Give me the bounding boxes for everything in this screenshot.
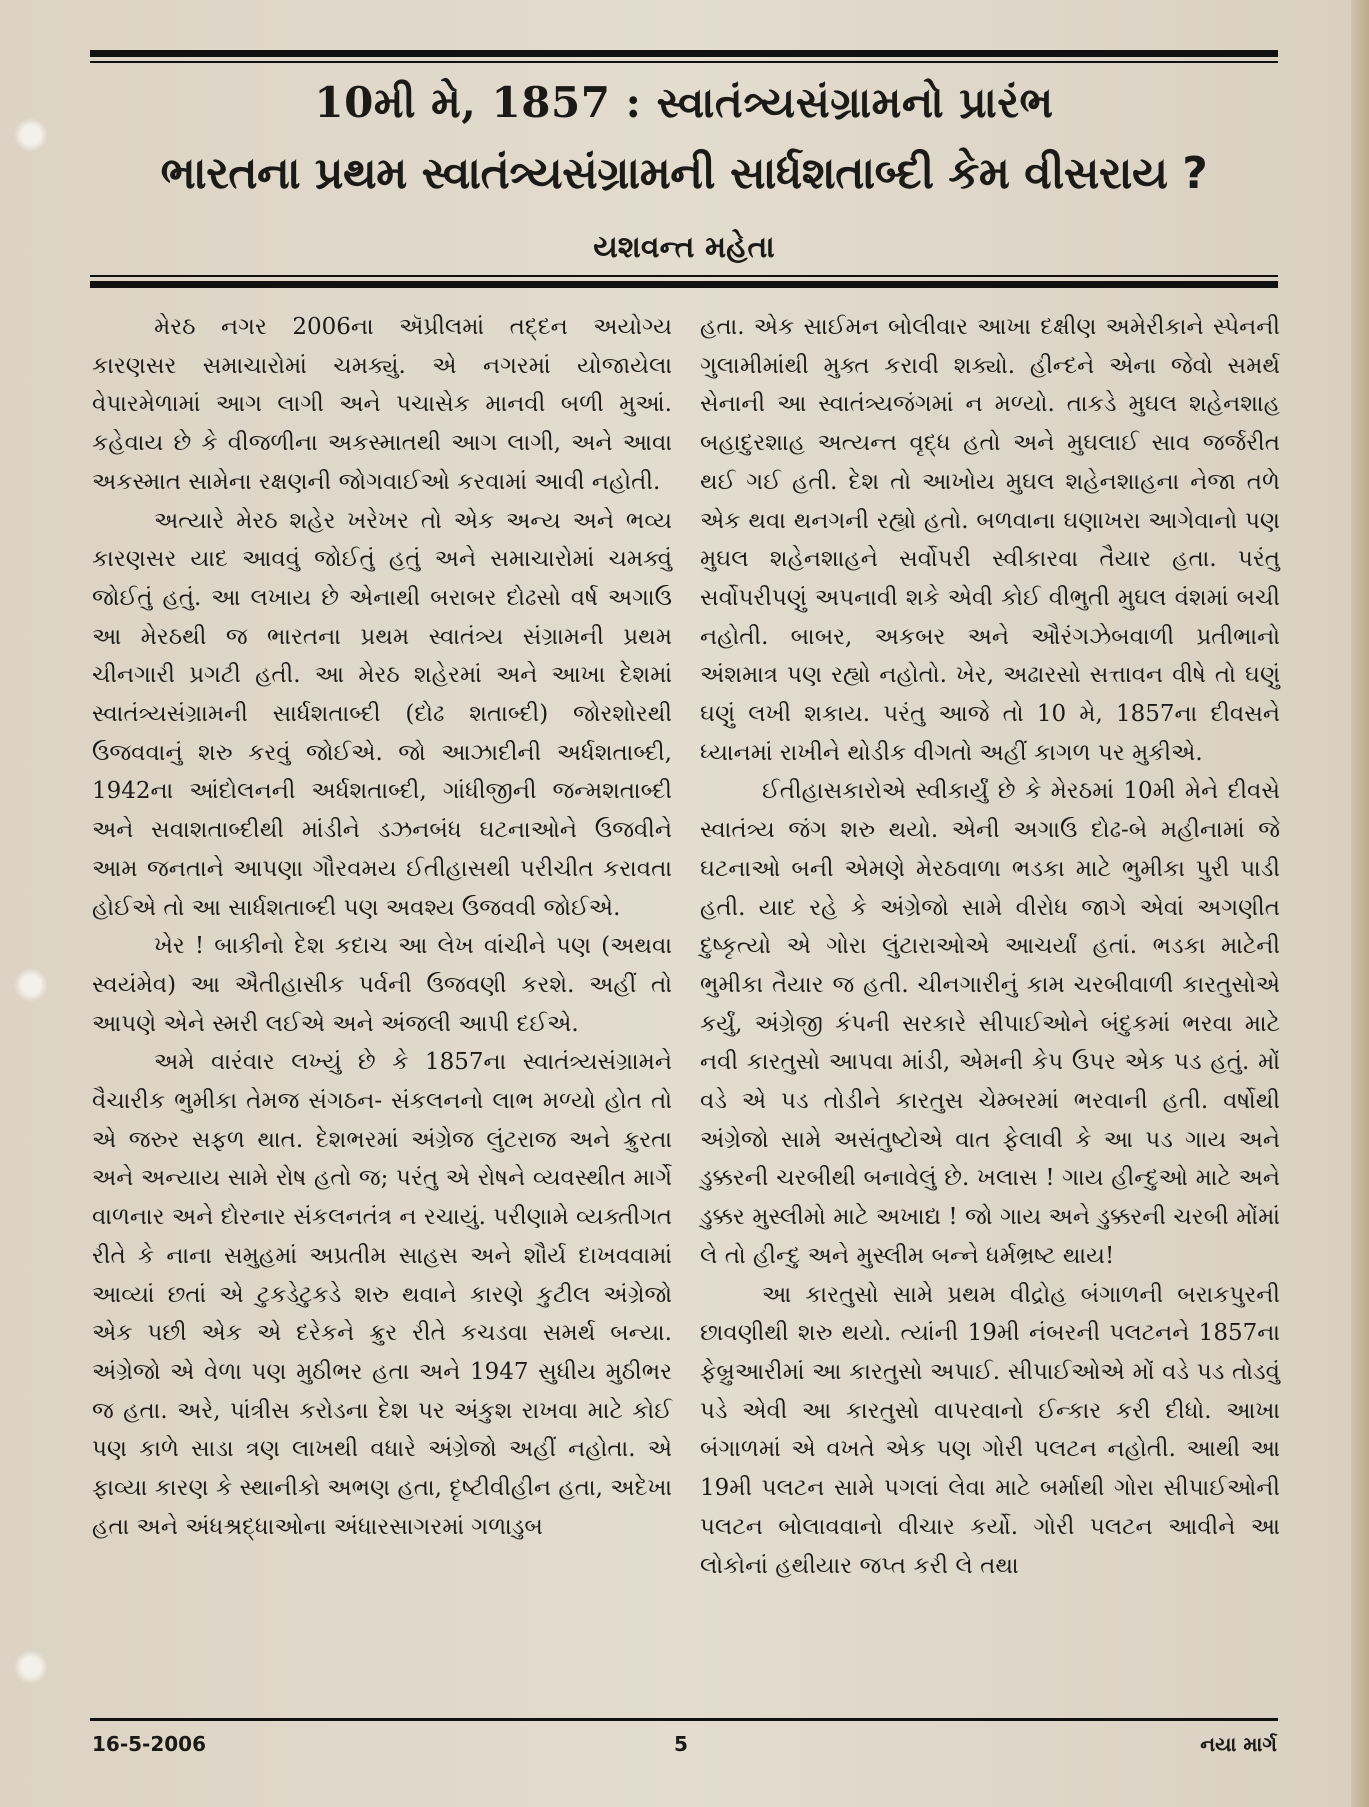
paragraph: આ કારતુસો સામે પ્રથમ વીદ્રોહ બંગાળની બરાકપુરની છાવણીથી શરુ થયો. ત્યાંની 19મી નંબરની પલટનને 1857ના ફેબ્રુઆરીમાં આ કારતુસો અપાઈ. સીપાઈઓએ મોં વડે પડ તોડવું પડે એવી આ કારતુસો વાપરવાનો ઈન્કાર કરી દીધો. આખા બંગાળમાં એ વખતે એક પણ ગોરી પલટન નહોતી. આથી આ 19મી પલટન સામે પગલાં લેવા માટે બર્માથી ગોરા સીપાઈઓની પલટન બોલાવવાનો વીચાર કર્યો. ગોરી પલટન આવીને આ લોકોનાં હથીયાર જપ્ત કરી લે તથા [700, 1281, 1280, 1579]
paragraph: મેરઠ નગર 2006ના ઍપ્રીલમાં તદ્દન અયોગ્ય કારણસર સમાચારોમાં ચમક્યું. એ નગરમાં યોજાયેલા વેપારમેળામાં આગ લાગી અને પચાસેક માનવી બળી મુઆં. કહેવાય છે કે વીજળીના અકસ્માતથી આગ લાગી, અને આવા અકસ્માત સામેના રક્ષણની જોગવાઈઓ કરવામાં આવી નહોતી. [92, 314, 672, 495]
left-column [92, 308, 672, 1547]
top-rule-thin [90, 61, 1278, 63]
article-author: યશવન્ત મહેતા [593, 230, 775, 265]
paragraph: ઈતીહાસકારોએ સ્વીકાર્યું છે કે મેરઠમાં 10મી મેને દીવસે સ્વાતંત્ર્ય જંગ શરુ થયો. એની અગાઉ દોઢ-બે મહીનામાં જે ઘટનાઓ બની એમણે મેરઠવાળા ભડકા માટે ભુમીકા પુરી પાડી હતી. યાદ રહે કે અંગ્રેજો સામે વીરોધ જાગે એવાં અગણીત દુષ્કૃત્યો એ ગોરા લુંટારાઓએ આચર્યાં હતાં. ભડકા માટેની ભુમીકા તૈયાર જ હતી. ચીનગારીનું કામ ચરબીવાળી કારતુસોએ કર્યું, અંગ્રેજી કંપની સરકારે સીપાઈઓને બંદુકમાં ભરવા માટે નવી કારતુસો આપવા માંડી, એમની કેપ ઉપર એક પડ હતું. મોં વડે એ પડ તોડીને કારતુસ ચેમ્બરમાં ભરવાની હતી. વર્ષોથી અંગ્રેજો સામે અસંતુષ્ટોએ વાત ફેલાવી કે આ પડ ગાય અને ડુક્કરની ચરબીથી બનાવેલું છે. ખલાસ ! ગાય હીન્દુઓ માટે અને ડુક્કર મુસ્લીમો માટે અખાદ્ય ! જો ગાય અને ડુક્કરની ચરબી મોંમાં લે તો હીન્દુ અને મુસ્લીમ બન્ને ધર્મભ્રષ્ટ થાય! [700, 778, 1280, 1269]
header-rule-thin [90, 275, 1278, 277]
article-kicker: 10મી મે, 1857 : સ્વાતંત્ર્યસંગ્રામનો પ્રારંભ [314, 78, 1054, 127]
article-headline: ભારતના પ્રથમ સ્વાતંત્ર્યસંગ્રામની સાર્ધશતાબ્દી કેમ વીસરાય ? [160, 148, 1208, 199]
header-rule-thick [90, 281, 1278, 288]
paragraph: અત્યારે મેરઠ શહેર ખરેખર તો એક અન્ય અને ભવ્ય કારણસર યાદ આવવું જોઈતું હતું અને સમાચારોમાં ચમક્વું જોઈતું હતું. આ લખાય છે એનાથી બરાબર દોઢસો વર્ષ અગાઉ આ મેરઠથી જ ભારતના પ્રથમ સ્વાતંત્ર્ય સંગ્રામની પ્રથમ ચીનગારી પ્રગટી હતી. આ મેરઠ શહેરમાં અને આખા દેશમાં સ્વાતંત્ર્યસંગ્રામની સાર્ધશતાબ્દી (દોઢ શતાબ્દી) જોરશોરથી ઉજવવાનું શરુ કરવું જોઈએ. જો આઝાદીની અર્ધશતાબ્દી, 1942ના આંદોલનની અર્ધશતાબ્દી, ગાંધીજીની જન્મશતાબ્દી અને સવાશતાબ્દીથી માંડીને ડઝનબંધ ઘટનાઓને ઉજવીને આમ જનતાને આપણા ગૌરવમય ઈતીહાસથી પરીચીત કરાવતા હોઈએ તો આ સાર્ધશતાબ્દી પણ અવશ્ય ઉજવવી જોઈએ. [92, 507, 672, 921]
top-rule-thick [90, 50, 1278, 57]
right-column [700, 308, 1280, 1585]
page-edge [1351, 0, 1369, 1807]
paragraph: અમે વારંવાર લખ્યું છે કે 1857ના સ્વાતંત્ર્યસંગ્રામને વૈચારીક ભુમીકા તેમજ સંગઠન- સંકલનનો લાભ મળ્યો હોત તો એ જરુર સફળ થાત. દેશભરમાં અંગ્રેજ લુંટરાજ અને ક્રુરતા અને અન્યાય સામે રોષ હતો જ; પરંતુ એ રોષને વ્યવસ્થીત માર્ગે વાળનાર અને દોરનાર સંકલનતંત્ર ન રચાયું. પરીણામે વ્યક્તીગત રીતે કે નાના સમુહમાં અપ્રતીમ સાહસ અને શૌર્ય દાખવવામાં આવ્યાં છતાં એ ટુકડેટુકડે શરુ થવાને કારણે કુટીલ અંગ્રેજો એક પછી એક એ દરેકને ક્રુર રીતે કચડવા સમર્થ બન્યા. અંગ્રેજો એ વેળા પણ મુઠીભર હતા અને 1947 સુધીય મુઠીભર જ હતા. અરે, પાંત્રીસ કરોડના દેશ પર અંકુશ રાખવા માટે કોઈ પણ કાળે સાડા ત્રણ લાખથી વધારે અંગ્રેજો અહીં નહોતા. એ ફાવ્યા કારણ કે સ્થાનીકો અભણ હતા, દૃષ્ટીવીહીન હતા, અદેખા હતા અને અંધશ્રદ્ધાઓના અંધારસાગરમાં ગળાડુબ [92, 1049, 672, 1540]
footer-publication: નયા માર્ગ [1200, 1732, 1277, 1756]
footer-page-number: 5 [674, 1732, 688, 1756]
footer-date: 16-5-2006 [92, 1732, 207, 1756]
footer-rule [90, 1718, 1278, 1721]
paragraph: હતા. એક સાઈમન બોલીવાર આખા દક્ષીણ અમેરીકાને સ્પેનની ગુલામીમાંથી મુક્ત કરાવી શક્યો. હીન્દને એના જેવો સમર્થ સેનાની આ સ્વાતંત્ર્યજંગમાં ન મળ્યો. તાકડે મુઘલ શહેનશાહ બહાદુરશાહ અત્યન્ત વૃદ્ધ હતો અને મુઘલાઈ સાવ જર્જરીત થઈ ગઈ હતી. દેશ તો આખોય મુઘલ શહેનશાહના નેજા તળે એક થવા થનગની રહ્યો હતો. બળવાના ઘણાખરા આગેવાનો પણ મુઘલ શહેનશાહને સર્વોપરી સ્વીકારવા તૈયાર હતા. પરંતુ સર્વોપરીપણું અપનાવી શકે એવી કોઈ વીભુતી મુઘલ વંશમાં બચી નહોતી. બાબર, અકબર અને ઔરંગઝેબવાળી પ્રતીભાનો અંશમાત્ર પણ રહ્યો નહોતો. ખેર, અઢારસો સત્તાવન વીષે તો ઘણું ઘણું લખી શકાય. પરંતુ આજે તો 10 મે, 1857ના દીવસને ધ્યાનમાં રાખીને થોડીક વીગતો અહીં કાગળ પર મુકીએ. [700, 314, 1280, 766]
paragraph: ખેર ! બાકીનો દેશ કદાચ આ લેખ વાંચીને પણ (અથવા સ્વયંમેવ) આ ઐતીહાસીક પર્વની ઉજવણી કરશે. અહીં તો આપણે એને સ્મરી લઈએ અને અંજલી આપી દઈએ. [92, 933, 672, 1037]
